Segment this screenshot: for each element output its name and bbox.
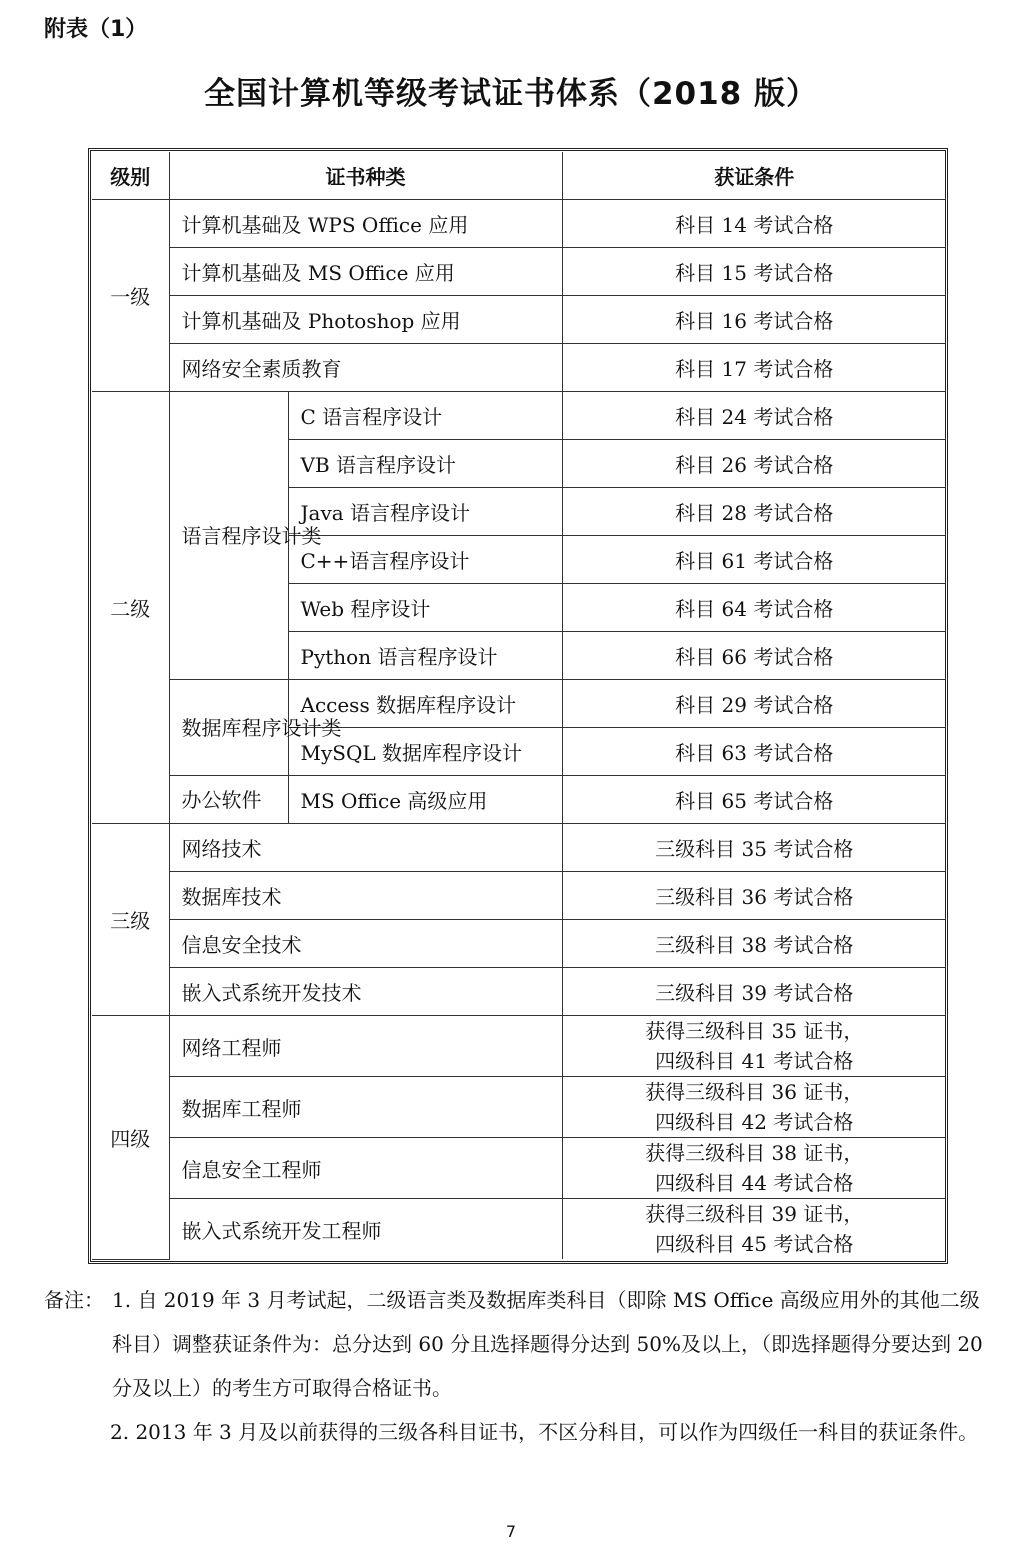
cert-name: 信息安全工程师 [169, 1138, 562, 1199]
header-cert-type: 证书种类 [169, 152, 562, 200]
note-1 [44, 1278, 994, 1410]
cert-name: 计算机基础及 Photoshop 应用 [169, 296, 562, 344]
cert-name: VB 语言程序设计 [288, 440, 562, 488]
condition-line-1: 获得三级科目 39 证书， [645, 1202, 864, 1226]
header-condition: 获证条件 [562, 152, 946, 200]
cert-name: C++语言程序设计 [288, 536, 562, 584]
category-cell: 办公软件 [169, 776, 288, 824]
certificate-table-frame [88, 148, 948, 1264]
cert-condition: 三级科目 36 考试合格 [562, 872, 946, 920]
cert-name: Python 语言程序设计 [288, 632, 562, 680]
cert-name: Java 语言程序设计 [288, 488, 562, 536]
cert-name: 计算机基础及 WPS Office 应用 [169, 200, 562, 248]
cert-name: Access 数据库程序设计 [288, 680, 562, 728]
table-row [92, 968, 946, 1016]
cert-name: MS Office 高级应用 [288, 776, 562, 824]
note-2 [44, 1410, 994, 1454]
table-header-row [92, 152, 946, 200]
condition-line-1: 获得三级科目 36 证书， [645, 1080, 864, 1104]
cert-condition: 科目 64 考试合格 [562, 584, 946, 632]
document-title: 全国计算机等级考试证书体系（2018 版） [203, 76, 819, 112]
condition-line-2: 四级科目 44 考试合格 [655, 1171, 854, 1195]
cert-condition: 科目 29 考试合格 [562, 680, 946, 728]
table-row [92, 824, 946, 872]
cert-condition: 科目 61 考试合格 [562, 536, 946, 584]
cert-name: 信息安全技术 [169, 920, 562, 968]
cert-condition: 科目 63 考试合格 [562, 728, 946, 776]
notes-section [44, 1278, 994, 1454]
condition-line-2: 四级科目 42 考试合格 [655, 1110, 854, 1134]
table-row [92, 1138, 946, 1199]
cert-name: 计算机基础及 MS Office 应用 [169, 248, 562, 296]
condition-line-1: 获得三级科目 35 证书， [645, 1019, 864, 1043]
table-row [92, 200, 946, 248]
category-cell: 语言程序设计类 [169, 392, 288, 680]
cert-name: 嵌入式系统开发技术 [169, 968, 562, 1016]
cert-condition [562, 1199, 946, 1260]
table-row [92, 680, 946, 728]
cert-condition: 三级科目 38 考试合格 [562, 920, 946, 968]
table-row [92, 344, 946, 392]
cert-condition: 科目 17 考试合格 [562, 344, 946, 392]
cert-condition: 科目 65 考试合格 [562, 776, 946, 824]
table-row [92, 920, 946, 968]
cert-condition [562, 1077, 946, 1138]
cert-condition: 科目 26 考试合格 [562, 440, 946, 488]
cert-name: MySQL 数据库程序设计 [288, 728, 562, 776]
cert-condition: 三级科目 39 考试合格 [562, 968, 946, 1016]
cert-condition: 科目 66 考试合格 [562, 632, 946, 680]
category-cell: 数据库程序设计类 [169, 680, 288, 776]
cert-name: Web 程序设计 [288, 584, 562, 632]
cert-condition: 科目 28 考试合格 [562, 488, 946, 536]
condition-line-1: 获得三级科目 38 证书， [645, 1141, 864, 1165]
cert-name: 网络安全素质教育 [169, 344, 562, 392]
cert-name: 网络技术 [169, 824, 562, 872]
cert-condition [562, 1138, 946, 1199]
level-4-cell: 四级 [92, 1016, 169, 1260]
table-row [92, 1016, 946, 1077]
cert-condition: 科目 16 考试合格 [562, 296, 946, 344]
note-1-text: 1. 自 2019 年 3 月考试起，二级语言类及数据库类科目（即除 MS Office 高级应用外的其他二级科目）调整获证条件为：总分达到 60 分且选择题得分达到 50%及以上，（即选择题得分要达到 20 分及以上）的考生方可取得合格证书。 [112, 1288, 983, 1400]
attachment-label: 附表（1） [44, 17, 148, 42]
cert-condition: 科目 14 考试合格 [562, 200, 946, 248]
table-row [92, 1077, 946, 1138]
condition-line-2: 四级科目 41 考试合格 [655, 1049, 854, 1073]
cert-condition: 三级科目 35 考试合格 [562, 824, 946, 872]
table-row [92, 776, 946, 824]
page-number: 7 [505, 1522, 517, 1541]
level-3-cell: 三级 [92, 824, 169, 1016]
table-row [92, 872, 946, 920]
certificate-table [92, 152, 946, 1260]
level-2-cell: 二级 [92, 392, 169, 824]
table-row [92, 1199, 946, 1260]
cert-condition: 科目 15 考试合格 [562, 248, 946, 296]
table-row [92, 392, 946, 440]
cert-condition: 科目 24 考试合格 [562, 392, 946, 440]
cert-name: 数据库技术 [169, 872, 562, 920]
level-1-cell: 一级 [92, 200, 169, 392]
cert-name: 网络工程师 [169, 1016, 562, 1077]
cert-name: 数据库工程师 [169, 1077, 562, 1138]
cert-name: 嵌入式系统开发工程师 [169, 1199, 562, 1260]
header-level: 级别 [92, 152, 169, 200]
table-row [92, 296, 946, 344]
table-row [92, 248, 946, 296]
condition-line-2: 四级科目 45 考试合格 [655, 1232, 854, 1256]
cert-name: C 语言程序设计 [288, 392, 562, 440]
notes-prefix: 备注： [44, 1288, 104, 1312]
note-2-text: 2. 2013 年 3 月及以前获得的三级各科目证书，不区分科目，可以作为四级任一科目的获证条件。 [110, 1420, 979, 1444]
cert-condition [562, 1016, 946, 1077]
